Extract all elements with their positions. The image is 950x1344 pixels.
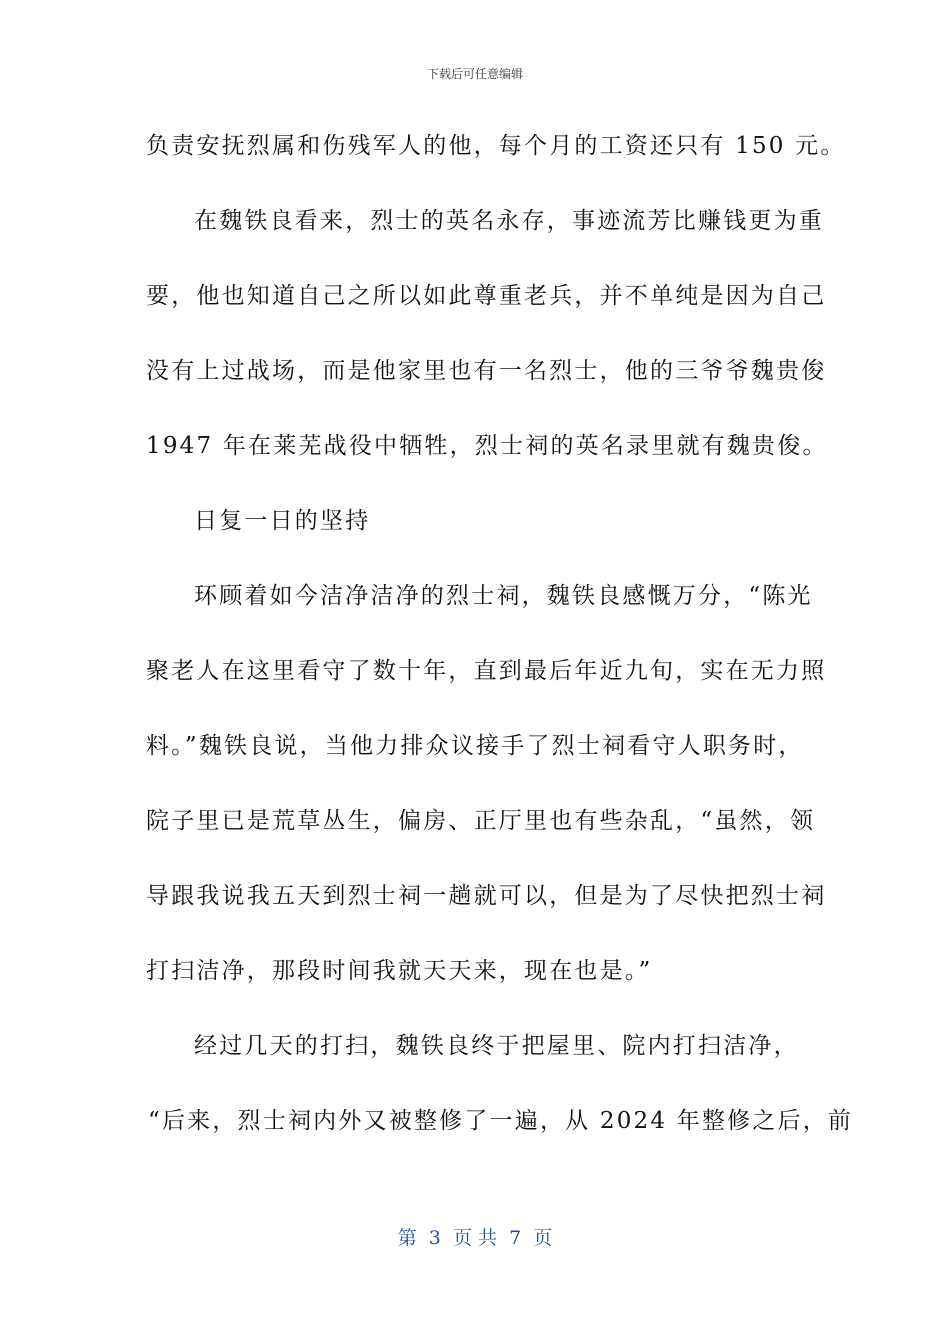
paragraph-line: 料。”魏铁良说，当他力排众议接手了烈士祠看守人职务时，	[146, 733, 804, 759]
paragraph-line: 1947 年在莱芜战役中牺牲，烈士祠的英名录里就有魏贵俊。	[146, 433, 828, 459]
paragraph-line: 环顾着如今洁净洁净的烈士祠，魏铁良感慨万分，“陈光	[194, 583, 813, 609]
page-number-footer: 第 3 页 共 7 页	[397, 1227, 553, 1249]
paragraph-line: 在魏铁良看来，烈士的英名永存，事迹流芳比赚钱更为重	[194, 208, 824, 234]
paragraph-line: 聚老人在这里看守了数十年，直到最后年近九旬，实在无力照	[146, 658, 827, 684]
paragraph-line: 导跟我说我五天到烈士祠一趟就可以，但是为了尽快把烈士祠	[146, 883, 827, 909]
paragraph-line: 没有上过战场，而是他家里也有一名烈士，他的三爷爷魏贵俊	[146, 358, 827, 384]
section-heading: 日复一日的坚持	[194, 508, 371, 534]
paragraph-line: 院子里已是荒草丛生，偏房、正厅里也有些杂乱，“虽然，领	[146, 808, 816, 834]
paragraph-line: 负责安抚烈属和伤残军人的他，每个月的工资还只有 150 元。	[146, 133, 846, 159]
paragraph-line: 打扫洁净，那段时间我就天天来，现在也是。”	[146, 958, 653, 984]
paragraph-line: 经过几天的打扫，魏铁良终于把屋里、院内打扫洁净，	[194, 1033, 799, 1059]
page-header: 下载后可任意编辑	[426, 67, 523, 81]
paragraph-line: “后来，烈士祠内外又被整修了一遍，从 2024 年整修之后，前	[148, 1108, 854, 1134]
paragraph-line: 要，他也知道自己之所以如此尊重老兵，并不单纯是因为自己	[146, 283, 827, 309]
